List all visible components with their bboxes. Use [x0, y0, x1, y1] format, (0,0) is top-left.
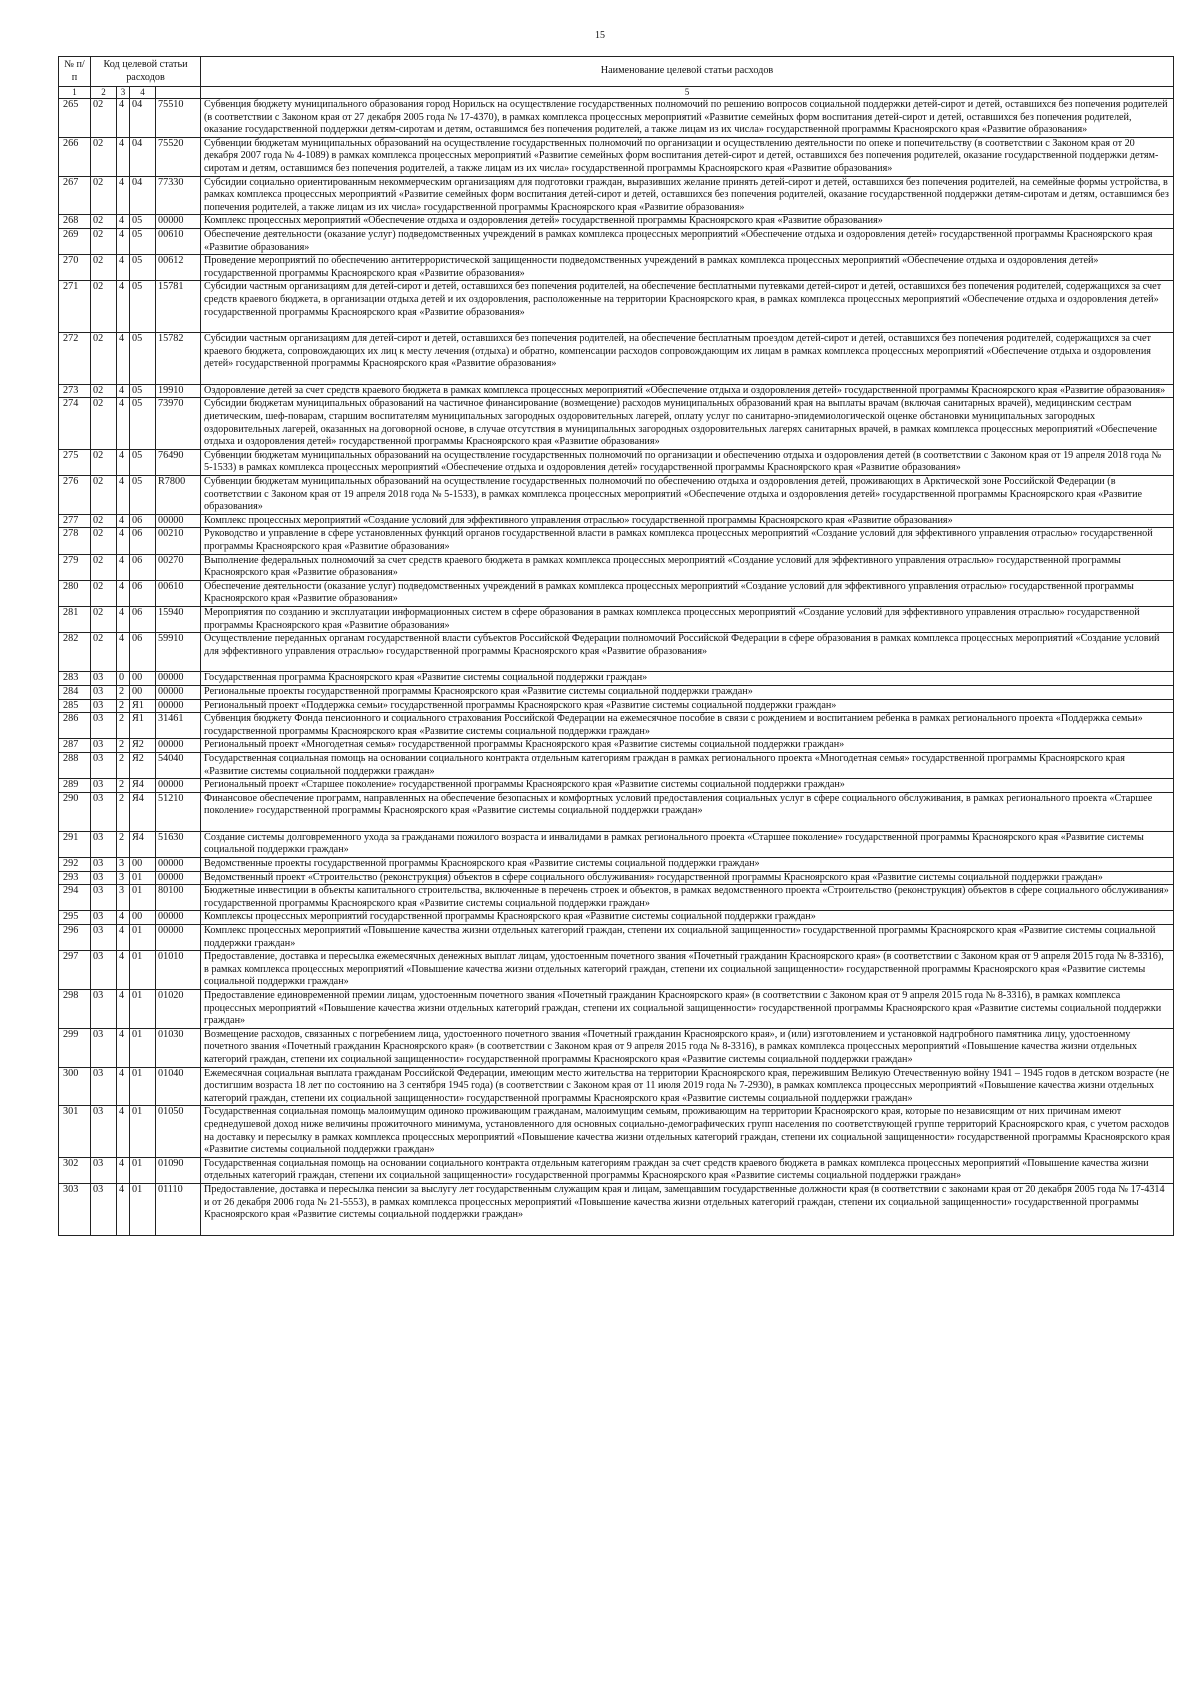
- code-direction: 00270: [156, 554, 201, 580]
- code-event: Я2: [130, 739, 156, 753]
- code-event: 00: [130, 672, 156, 686]
- row-number: 269: [59, 228, 91, 254]
- code-direction: 75520: [156, 137, 201, 176]
- code-subprogram: 2: [117, 713, 130, 739]
- row-number: 280: [59, 580, 91, 606]
- code-direction: 00610: [156, 228, 201, 254]
- code-program: 03: [91, 779, 117, 793]
- code-subprogram: 3: [117, 871, 130, 885]
- code-subprogram: 0: [117, 672, 130, 686]
- table-row: [59, 990, 1174, 1029]
- code-direction: 80100: [156, 885, 201, 911]
- article-name: Региональный проект «Поддержка семьи» государственной программы Красноярского края «Развитие системы социальной поддержки граждан»: [201, 699, 1174, 713]
- article-name: Субвенция бюджету Фонда пенсионного и социального страхования Российской Федерации на ежемесячное пособие в связи с рождением и воспитанием ребенка в рамках регионального проекта «Поддержка семьи» государственной программы Красноярского края «Развитие системы социальной поддержки граждан»: [201, 713, 1174, 739]
- row-number: 296: [59, 925, 91, 951]
- article-name: Ведомственный проект «Строительство (реконструкция) объектов в сфере социального обслуживания» государственной программы Красноярского края «Развитие системы социальной поддержки граждан»: [201, 871, 1174, 885]
- table-row: [59, 580, 1174, 606]
- code-direction: 01030: [156, 1028, 201, 1067]
- row-number: 270: [59, 255, 91, 281]
- article-name: Оздоровление детей за счет средств краевого бюджета в рамках комплекса процессных мероприятий «Обеспечение отдыха и оздоровления детей» государственной программы Красноярского края «Развитие образования»: [201, 384, 1174, 398]
- code-program: 03: [91, 871, 117, 885]
- code-subprogram: 2: [117, 752, 130, 778]
- article-name: Обеспечение деятельности (оказание услуг) подведомственных учреждений в рамках комплекса процессных мероприятий «Создание условий для эффективного управления отраслью» государственной программы Красноярского края «Развитие образования»: [201, 580, 1174, 606]
- code-direction: 00210: [156, 528, 201, 554]
- row-number: 288: [59, 752, 91, 778]
- row-number: 275: [59, 449, 91, 475]
- article-name: Руководство и управление в сфере установленных функций органов государственной власти в рамках комплекса процессных мероприятий «Создание условий для эффективного управления отраслью» государственной программы Красноярского края «Развитие образования»: [201, 528, 1174, 554]
- row-number: 266: [59, 137, 91, 176]
- code-direction: 51210: [156, 792, 201, 831]
- code-direction: 01040: [156, 1067, 201, 1106]
- code-subprogram: 4: [117, 911, 130, 925]
- article-name: Предоставление, доставка и пересылка ежемесячных денежных выплат лицам, удостоенным почетного звания «Почетный гражданин Красноярского края» (в соответствии с Законом края от 9 апреля 2015 года № 8-3316), в рамках комплекса процессных мероприятий «Повышение качества жизни отдельных категорий граждан, степени их социальной защищенности» государственной программы Красноярского края «Развитие системы социальной поддержки граждан»: [201, 951, 1174, 990]
- article-name: Выполнение федеральных полномочий за счет средств краевого бюджета в рамках комплекса процессных мероприятий «Создание условий для эффективного управления отраслью» государственной программы Красноярского края «Развитие образования»: [201, 554, 1174, 580]
- article-name: Финансовое обеспечение программ, направленных на обеспечение безопасных и комфортных условий предоставления социальных услуг в сфере социального обслуживания, в рамках регионального проекта «Старшее поколение» государственной программы Красноярского края «Развитие системы социальной поддержки граждан»: [201, 792, 1174, 831]
- article-name: Комплекс процессных мероприятий «Создание условий для эффективного управления отраслью» государственной программы Красноярского края «Развитие образования»: [201, 514, 1174, 528]
- code-subprogram: 4: [117, 1067, 130, 1106]
- row-number: 284: [59, 685, 91, 699]
- code-program: 02: [91, 281, 117, 333]
- code-direction: 51630: [156, 831, 201, 857]
- code-program: 03: [91, 885, 117, 911]
- code-direction: 01110: [156, 1183, 201, 1235]
- target-articles-table: [58, 56, 1174, 1236]
- table-row: [59, 911, 1174, 925]
- row-number: 294: [59, 885, 91, 911]
- code-event: 05: [130, 476, 156, 515]
- code-program: 02: [91, 215, 117, 229]
- code-direction: 01050: [156, 1106, 201, 1157]
- article-name: Создание системы долговременного ухода за гражданами пожилого возраста и инвалидами в рамках регионального проекта «Старшее поколение» государственной программы Красноярского края «Развитие системы социальной поддержки граждан»: [201, 831, 1174, 857]
- row-number: 295: [59, 911, 91, 925]
- code-event: 04: [130, 99, 156, 138]
- row-number: 267: [59, 176, 91, 215]
- table-row: [59, 215, 1174, 229]
- code-direction: 31461: [156, 713, 201, 739]
- row-number: 277: [59, 514, 91, 528]
- code-subprogram: 4: [117, 398, 130, 449]
- code-direction: 15782: [156, 333, 201, 385]
- code-subprogram: 4: [117, 255, 130, 281]
- table-row: [59, 476, 1174, 515]
- article-name: Субсидии частным организациям для детей-сирот и детей, оставшихся без попечения родителей, на обеспечение бесплатным проездом детей-сирот и детей, оставшихся без попечения родителей, содержащихся за счет краевого бюджета, сопровождающих их лиц к месту лечения (отдыха) и обратно, компенсации расходов сопровождающим их лицам в рамках комплекса процессных мероприятий «Обеспечение отдыха и оздоровления детей» государственной программы Красноярского края «Развитие образования»: [201, 333, 1174, 385]
- code-direction: 59910: [156, 633, 201, 672]
- article-name: Возмещение расходов, связанных с погребением лица, удостоенного почетного звания «Почетный гражданин Красноярского края», и (или) изготовлением и установкой надгробного памятника лицу, удостоенному почетного звания «Почетный гражданин Красноярского края» (в соответствии с Законом края от 9 апреля 2015 года № 8-3316), в рамках комплекса процессных мероприятий «Повышение качества жизни отдельных категорий граждан, степени их социальной защищенности» государственной программы Красноярского края «Развитие системы социальной поддержки граждан»: [201, 1028, 1174, 1067]
- code-subprogram: 4: [117, 1028, 130, 1067]
- col-number: 1: [59, 87, 91, 99]
- table-row: [59, 281, 1174, 333]
- table-row: [59, 1157, 1174, 1183]
- code-event: 00: [130, 911, 156, 925]
- table-row: [59, 398, 1174, 449]
- code-event: 01: [130, 885, 156, 911]
- table-row: [59, 752, 1174, 778]
- code-program: 02: [91, 633, 117, 672]
- row-number: 291: [59, 831, 91, 857]
- article-name: Ежемесячная социальная выплата гражданам Российской Федерации, имеющим место жительства на территории Красноярского края, пережившим Великую Отечественную войну 1941 – 1945 годов в детском возрасте (не достигшим возраста 18 лет по состоянию на 3 сентября 1945 года) (в соответствии с Законом края от 11 июля 2019 года № 7-2930), в рамках комплекса процессных мероприятий «Повышение качества жизни отдельных категорий граждан, степени их социальной защищенности» государственной программы Красноярского края «Развитие системы социальной поддержки граждан»: [201, 1067, 1174, 1106]
- code-subprogram: 4: [117, 554, 130, 580]
- col-number: 2: [91, 87, 117, 99]
- code-direction: 77330: [156, 176, 201, 215]
- article-name: Комплексы процессных мероприятий государственной программы Красноярского края «Развитие системы социальной поддержки граждан»: [201, 911, 1174, 925]
- code-event: Я1: [130, 713, 156, 739]
- code-direction: 00000: [156, 514, 201, 528]
- code-event: 06: [130, 580, 156, 606]
- code-program: 02: [91, 554, 117, 580]
- table-row: [59, 449, 1174, 475]
- code-direction: 00000: [156, 779, 201, 793]
- code-subprogram: 4: [117, 176, 130, 215]
- code-subprogram: 3: [117, 885, 130, 911]
- code-program: 02: [91, 449, 117, 475]
- table-row: [59, 99, 1174, 138]
- code-program: 03: [91, 925, 117, 951]
- row-number: 289: [59, 779, 91, 793]
- code-program: 03: [91, 1067, 117, 1106]
- code-event: Я4: [130, 779, 156, 793]
- code-event: 05: [130, 215, 156, 229]
- code-direction: 00612: [156, 255, 201, 281]
- code-subprogram: 2: [117, 831, 130, 857]
- header-num: № п/п: [59, 57, 91, 87]
- code-event: 06: [130, 528, 156, 554]
- code-subprogram: 4: [117, 99, 130, 138]
- code-program: 03: [91, 752, 117, 778]
- code-direction: 73970: [156, 398, 201, 449]
- column-numbers-row: [59, 87, 1174, 99]
- row-number: 272: [59, 333, 91, 385]
- code-program: 02: [91, 384, 117, 398]
- article-name: Субсидии бюджетам муниципальных образований на частичное финансирование (возмещение) расходов муниципальных образований края на выплаты врачам (включая санитарных врачей), медицинским сестрам диетическим, шеф-поварам, старшим воспитателям муниципальных загородных оздоровительных лагерей, оплату услуг по санитарно-эпидемиологической оценке обстановки муниципальных загородных оздоровительных лагерей, оказанных на договорной основе, в случае отсутствия в муниципальных загородных оздоровительных лагерях санитарных врачей, в рамках комплекса процессных мероприятий «Обеспечение отдыха и оздоровления детей» государственной программы Красноярского края «Развитие образования»: [201, 398, 1174, 449]
- row-number: 265: [59, 99, 91, 138]
- code-subprogram: 4: [117, 384, 130, 398]
- code-event: 05: [130, 398, 156, 449]
- code-subprogram: 4: [117, 449, 130, 475]
- table-row: [59, 739, 1174, 753]
- table-row: [59, 951, 1174, 990]
- table-row: [59, 885, 1174, 911]
- code-direction: 19910: [156, 384, 201, 398]
- col-number: 5: [201, 87, 1174, 99]
- article-name: Бюджетные инвестиции в объекты капитального строительства, включенные в перечень строек и объектов, в рамках ведомственного проекта «Строительство (реконструкция) объектов в сфере социального обслуживания» государственной программы Красноярского края «Развитие системы социальной поддержки граждан»: [201, 885, 1174, 911]
- code-direction: 00000: [156, 858, 201, 872]
- code-event: 01: [130, 925, 156, 951]
- row-number: 271: [59, 281, 91, 333]
- code-event: 01: [130, 990, 156, 1029]
- code-event: 01: [130, 951, 156, 990]
- code-direction: 00000: [156, 699, 201, 713]
- table-row: [59, 137, 1174, 176]
- code-subprogram: 3: [117, 858, 130, 872]
- table-row: [59, 1106, 1174, 1157]
- code-subprogram: 4: [117, 215, 130, 229]
- code-subprogram: 2: [117, 739, 130, 753]
- table-row: [59, 176, 1174, 215]
- article-name: Комплекс процессных мероприятий «Повышение качества жизни отдельных категорий граждан, степени их социальной защищенности» государственной программы Красноярского края «Развитие системы социальной поддержки граждан»: [201, 925, 1174, 951]
- code-program: 02: [91, 99, 117, 138]
- code-event: 05: [130, 281, 156, 333]
- article-name: Субвенции бюджетам муниципальных образований на осуществление государственных полномочий по организации и обеспечению отдыха и оздоровления детей (в соответствии с Законом края от 19 апреля 2018 года № 5-1533) в рамках комплекса процессных мероприятий «Обеспечение отдыха и оздоровления детей» государственной программы Красноярского края «Развитие образования»: [201, 449, 1174, 475]
- article-name: Ведомственные проекты государственной программы Красноярского края «Развитие системы социальной поддержки граждан»: [201, 858, 1174, 872]
- code-event: 04: [130, 137, 156, 176]
- table-row: [59, 1183, 1174, 1235]
- table-row: [59, 713, 1174, 739]
- code-direction: 00000: [156, 911, 201, 925]
- code-event: 06: [130, 514, 156, 528]
- header-name: Наименование целевой статьи расходов: [201, 57, 1174, 87]
- code-subprogram: 4: [117, 1183, 130, 1235]
- code-subprogram: 4: [117, 528, 130, 554]
- article-name: Субвенции бюджетам муниципальных образований на осуществление государственных полномочий по обеспечению отдыха и оздоровления детей, проживающих в Арктической зоне Российской Федерации (в соответствии с Законом края от 19 апреля 2018 года № 5-1533), в рамках комплекса процессных мероприятий «Обеспечение отдыха и оздоровления детей» государственной программы Красноярского края «Развитие образования»: [201, 476, 1174, 515]
- article-name: Предоставление, доставка и пересылка пенсии за выслугу лет государственным служащим края и лицам, замещавшим государственные должности края (в соответствии с законами края от 20 декабря 2005 года № 17-4314 и от 26 декабря 2006 года № 21-5553), в рамках комплекса процессных мероприятий «Повышение качества жизни отдельных категорий граждан, степени их социальной защищенности» государственной программы Красноярского края «Развитие системы социальной поддержки граждан»: [201, 1183, 1174, 1235]
- header-code: Код целевой статьи расходов: [91, 57, 201, 87]
- code-subprogram: 4: [117, 476, 130, 515]
- code-subprogram: 4: [117, 1106, 130, 1157]
- article-name: Региональный проект «Старшее поколение» государственной программы Красноярского края «Развитие системы социальной поддержки граждан»: [201, 779, 1174, 793]
- row-number: 302: [59, 1157, 91, 1183]
- code-subprogram: 2: [117, 699, 130, 713]
- code-program: 02: [91, 514, 117, 528]
- row-number: 281: [59, 606, 91, 632]
- code-program: 03: [91, 699, 117, 713]
- table-row: [59, 255, 1174, 281]
- code-event: 04: [130, 176, 156, 215]
- table-row: [59, 685, 1174, 699]
- code-direction: 76490: [156, 449, 201, 475]
- code-subprogram: 2: [117, 685, 130, 699]
- code-direction: 00610: [156, 580, 201, 606]
- code-program: 03: [91, 911, 117, 925]
- row-number: 283: [59, 672, 91, 686]
- code-event: Я4: [130, 831, 156, 857]
- table-row: [59, 606, 1174, 632]
- row-number: 286: [59, 713, 91, 739]
- row-number: 285: [59, 699, 91, 713]
- table-row: [59, 514, 1174, 528]
- code-direction: 15940: [156, 606, 201, 632]
- table-row: [59, 1028, 1174, 1067]
- table-row: [59, 858, 1174, 872]
- row-number: 287: [59, 739, 91, 753]
- row-number: 301: [59, 1106, 91, 1157]
- code-direction: 75510: [156, 99, 201, 138]
- row-number: 298: [59, 990, 91, 1029]
- article-name: Государственная социальная помощь на основании социального контракта отдельным категориям граждан в рамках регионального проекта «Многодетная семья» государственной программы Красноярского края «Развитие системы социальной поддержки граждан»: [201, 752, 1174, 778]
- code-event: 05: [130, 384, 156, 398]
- code-subprogram: 4: [117, 580, 130, 606]
- code-direction: 01020: [156, 990, 201, 1029]
- table-row: [59, 779, 1174, 793]
- article-name: Государственная социальная помощь малоимущим одиноко проживающим гражданам, малоимущим семьям, проживающим на территории Красноярского края, которые по независящим от них причинам имеют среднедушевой доход ниже величины прожиточного минимума, установленного для основных социально-демографических групп населения по соответствующей группе территорий Красноярского края, с учетом расходов на доставку и пересылку в рамках комплекса процессных мероприятий «Повышение качества жизни отдельных категорий граждан, степени их социальной защищенности» государственной программы Красноярского края «Развитие системы социальной поддержки граждан»: [201, 1106, 1174, 1157]
- row-number: 278: [59, 528, 91, 554]
- code-subprogram: 4: [117, 514, 130, 528]
- row-number: 268: [59, 215, 91, 229]
- code-subprogram: 4: [117, 633, 130, 672]
- code-program: 02: [91, 606, 117, 632]
- code-subprogram: 4: [117, 333, 130, 385]
- article-name: Субвенции бюджетам муниципальных образований на осуществление государственных полномочий по организации и осуществлению деятельности по опеке и попечительству (в соответствии с Законом края от 20 декабря 2007 года № 4-1089) в рамках комплекса процессных мероприятий «Развитие семейных форм воспитания детей-сирот и детей, оставшихся без попечения родителей, оказание государственной поддержки детям-сиротам и детям, оставшимся без попечения родителей, а также лицам из их числа» государственной программы Красноярского края «Развитие образования»: [201, 137, 1174, 176]
- table-row: [59, 528, 1174, 554]
- code-event: 05: [130, 449, 156, 475]
- code-program: 03: [91, 713, 117, 739]
- code-direction: 00000: [156, 215, 201, 229]
- code-event: Я4: [130, 792, 156, 831]
- code-program: 02: [91, 176, 117, 215]
- code-program: 03: [91, 951, 117, 990]
- code-subprogram: 4: [117, 281, 130, 333]
- col-number: 3: [117, 87, 130, 99]
- code-direction: 00000: [156, 739, 201, 753]
- code-program: 03: [91, 831, 117, 857]
- table-row: [59, 925, 1174, 951]
- table-row: [59, 1067, 1174, 1106]
- code-program: 02: [91, 476, 117, 515]
- col-number: 4: [130, 87, 156, 99]
- article-name: Государственная программа Красноярского края «Развитие системы социальной поддержки граждан»: [201, 672, 1174, 686]
- row-number: 297: [59, 951, 91, 990]
- code-program: 02: [91, 137, 117, 176]
- row-number: 279: [59, 554, 91, 580]
- code-event: 06: [130, 633, 156, 672]
- code-program: 02: [91, 228, 117, 254]
- code-direction: 00000: [156, 871, 201, 885]
- code-event: Я1: [130, 699, 156, 713]
- code-direction: 00000: [156, 672, 201, 686]
- code-direction: 00000: [156, 925, 201, 951]
- table-row: [59, 384, 1174, 398]
- code-program: 02: [91, 580, 117, 606]
- code-subprogram: 4: [117, 228, 130, 254]
- article-name: Предоставление единовременной премии лицам, удостоенным почетного звания «Почетный гражданин Красноярского края» (в соответствии с Законом края от 9 апреля 2015 года № 8-3316), в рамках комплекса процессных мероприятий «Повышение качества жизни отдельных категорий граждан, степени их социальной защищенности» государственной программы Красноярского края «Развитие системы социальной поддержки граждан»: [201, 990, 1174, 1029]
- code-program: 03: [91, 858, 117, 872]
- code-event: 01: [130, 1183, 156, 1235]
- article-name: Государственная социальная помощь на основании социального контракта отдельным категориям граждан за счет средств краевого бюджета в рамках комплекса процессных мероприятий «Повышение качества жизни отдельных категорий граждан, степени их социальной защищенности» государственной программы Красноярского края «Развитие системы социальной поддержки граждан»: [201, 1157, 1174, 1183]
- code-direction: 00000: [156, 685, 201, 699]
- code-subprogram: 4: [117, 137, 130, 176]
- code-event: 05: [130, 255, 156, 281]
- article-name: Субвенция бюджету муниципального образования город Норильск на осуществление государственных полномочий по решению вопросов социальной поддержки детей-сирот и детей, оставшихся без попечения родителей (в соответствии с Законом края от 27 декабря 2005 года № 17-4370), в рамках комплекса процессных мероприятий «Развитие семейных форм воспитания детей-сирот и детей, оставшихся без попечения родителей, оказание государственной поддержки детям-сиротам и детям, оставшимся без попечения родителей, а также лицам из их числа» государственной программы Красноярского края «Развитие образования»: [201, 99, 1174, 138]
- code-event: 06: [130, 554, 156, 580]
- code-program: 03: [91, 792, 117, 831]
- code-direction: 54040: [156, 752, 201, 778]
- article-name: Комплекс процессных мероприятий «Обеспечение отдыха и оздоровления детей» государственной программы Красноярского края «Развитие образования»: [201, 215, 1174, 229]
- article-name: Проведение мероприятий по обеспечению антитеррористической защищенности подведомственных учреждений в рамках комплекса процессных мероприятий «Обеспечение отдыха и оздоровления детей» государственной программы Красноярского края «Развитие образования»: [201, 255, 1174, 281]
- code-subprogram: 4: [117, 1157, 130, 1183]
- code-subprogram: 2: [117, 792, 130, 831]
- article-name: Обеспечение деятельности (оказание услуг) подведомственных учреждений в рамках комплекса процессных мероприятий «Обеспечение отдыха и оздоровления детей» государственной программы Красноярского края «Развитие образования»: [201, 228, 1174, 254]
- table-row: [59, 333, 1174, 385]
- row-number: 303: [59, 1183, 91, 1235]
- code-program: 03: [91, 685, 117, 699]
- code-program: 03: [91, 1106, 117, 1157]
- row-number: 282: [59, 633, 91, 672]
- code-program: 03: [91, 1028, 117, 1067]
- article-name: Субсидии частным организациям для детей-сирот и детей, оставшихся без попечения родителей, на обеспечение бесплатными путевками детей-сирот и детей, оставшихся без попечения родителей, содержащихся за счет средств краевого бюджета, в организации отдыха детей и их оздоровления, расположенные на территории Красноярского края, в рамках комплекса процессных мероприятий «Обеспечение отдыха и оздоровления детей» государственной программы Красноярского края «Развитие образования»: [201, 281, 1174, 333]
- code-program: 03: [91, 739, 117, 753]
- code-program: 02: [91, 398, 117, 449]
- article-name: Осуществление переданных органам государственной власти субъектов Российской Федерации полномочий Российской Федерации в сфере образования в рамках комплекса процессных мероприятий «Создание условий для эффективного управления отраслью» государственной программы Красноярского края «Развитие образования»: [201, 633, 1174, 672]
- code-event: 01: [130, 1028, 156, 1067]
- code-program: 03: [91, 672, 117, 686]
- row-number: 273: [59, 384, 91, 398]
- code-subprogram: 4: [117, 990, 130, 1029]
- code-subprogram: 4: [117, 951, 130, 990]
- article-name: Субсидии социально ориентированным некоммерческим организациям для подготовки граждан, выразивших желание принять детей-сирот и детей, оставшихся без попечения родителей, на семейные формы устройства, в рамках комплекса процессных мероприятий «Развитие семейных форм воспитания детей-сирот и детей, оставшихся без попечения родителей, оказание государственной поддержки детям-сиротам и детям, оставшимся без попечения родителей, а также лицам из их числа» государственной программы Красноярского края «Развитие образования»: [201, 176, 1174, 215]
- row-number: 299: [59, 1028, 91, 1067]
- article-name: Региональный проект «Многодетная семья» государственной программы Красноярского края «Развитие системы социальной поддержки граждан»: [201, 739, 1174, 753]
- code-direction: 01090: [156, 1157, 201, 1183]
- table-row: [59, 633, 1174, 672]
- code-event: 00: [130, 685, 156, 699]
- code-program: 02: [91, 333, 117, 385]
- table-row: [59, 672, 1174, 686]
- code-event: 01: [130, 1067, 156, 1106]
- code-subprogram: 4: [117, 925, 130, 951]
- code-program: 02: [91, 528, 117, 554]
- table-row: [59, 228, 1174, 254]
- table-row: [59, 792, 1174, 831]
- row-number: 292: [59, 858, 91, 872]
- code-subprogram: 4: [117, 606, 130, 632]
- article-name: Мероприятия по созданию и эксплуатации информационных систем в сфере образования в рамках комплекса процессных мероприятий «Создание условий для эффективного управления отраслью» государственной программы Красноярского края «Развитие образования»: [201, 606, 1174, 632]
- code-event: 06: [130, 606, 156, 632]
- code-direction: 15781: [156, 281, 201, 333]
- row-number: 290: [59, 792, 91, 831]
- code-event: Я2: [130, 752, 156, 778]
- code-program: 03: [91, 1157, 117, 1183]
- row-number: 274: [59, 398, 91, 449]
- table-row: [59, 554, 1174, 580]
- code-program: 02: [91, 255, 117, 281]
- code-event: 05: [130, 333, 156, 385]
- code-direction: R7800: [156, 476, 201, 515]
- row-number: 300: [59, 1067, 91, 1106]
- row-number: 276: [59, 476, 91, 515]
- table-row: [59, 831, 1174, 857]
- code-subprogram: 2: [117, 779, 130, 793]
- code-event: 01: [130, 1157, 156, 1183]
- code-program: 03: [91, 1183, 117, 1235]
- row-number: 293: [59, 871, 91, 885]
- table-row: [59, 871, 1174, 885]
- page-number: 15: [595, 30, 605, 41]
- code-event: 01: [130, 1106, 156, 1157]
- table-row: [59, 699, 1174, 713]
- article-name: Региональные проекты государственной программы Красноярского края «Развитие системы социальной поддержки граждан»: [201, 685, 1174, 699]
- code-event: 05: [130, 228, 156, 254]
- code-event: 00: [130, 858, 156, 872]
- code-event: 01: [130, 871, 156, 885]
- code-program: 03: [91, 990, 117, 1029]
- code-direction: 01010: [156, 951, 201, 990]
